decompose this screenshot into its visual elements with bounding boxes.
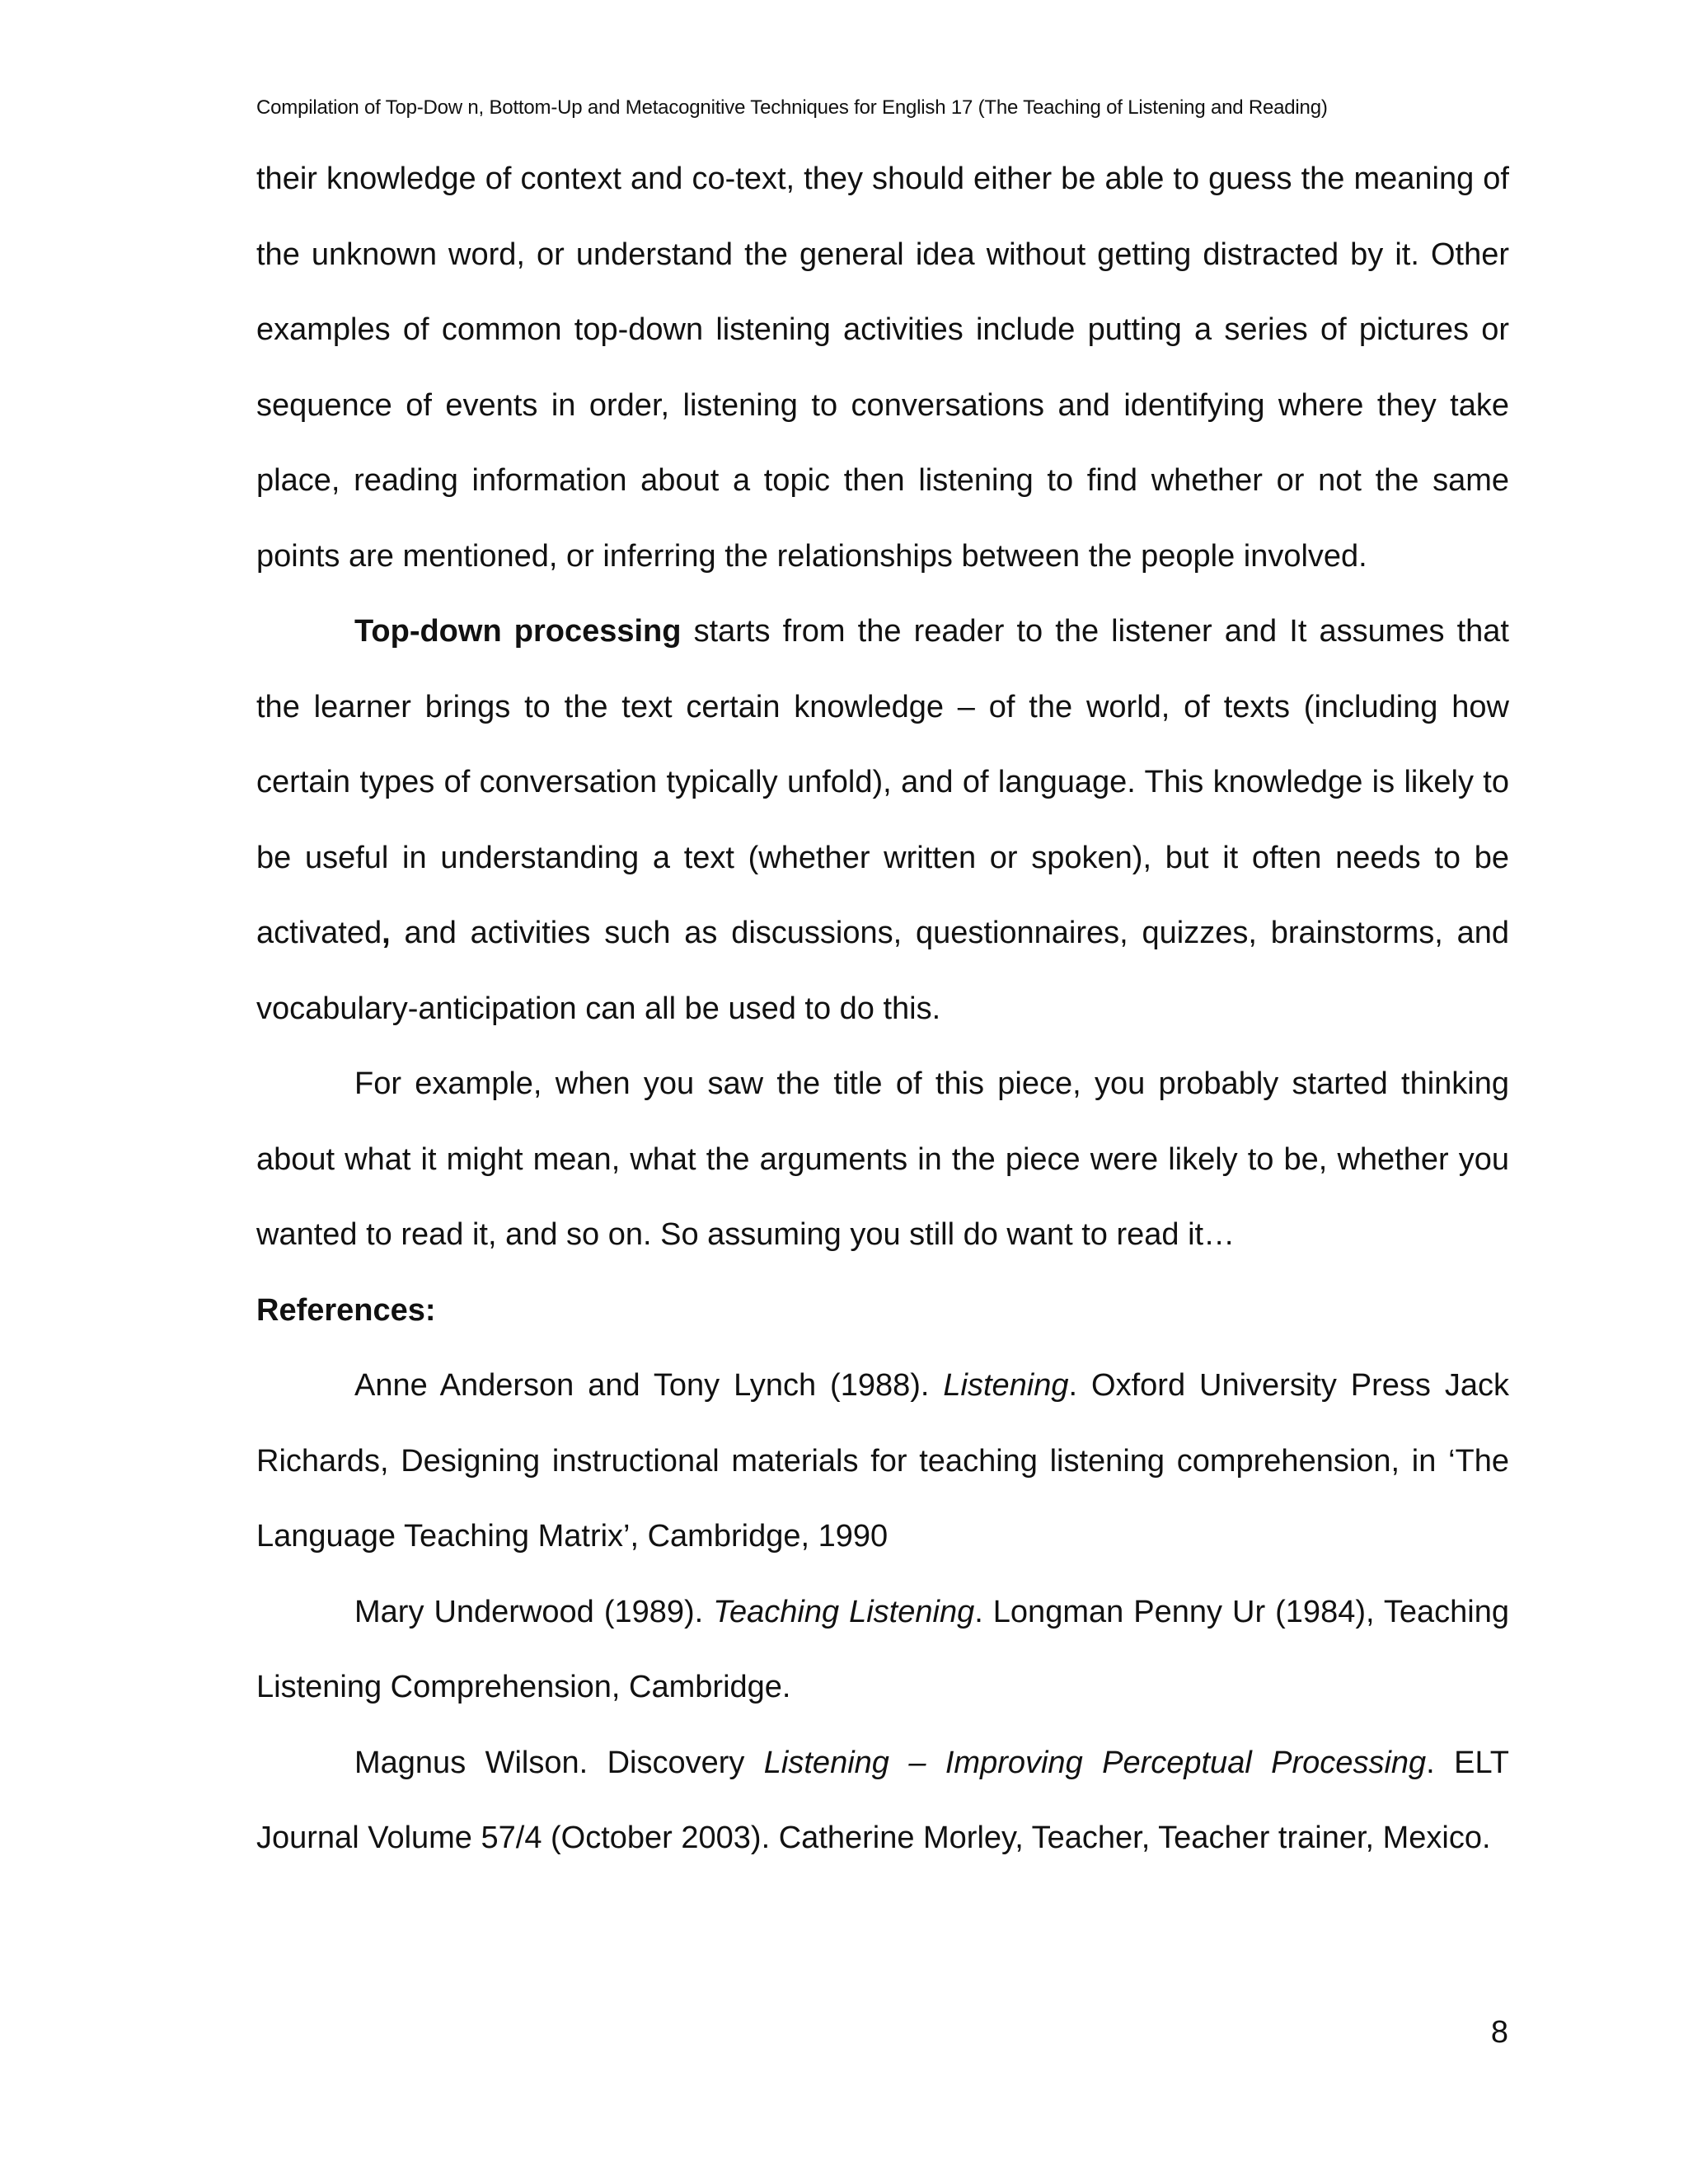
paragraph-top-down-processing — [256, 594, 1509, 1047]
page-number: 8 — [1490, 2015, 1508, 2050]
reference-text: Mary Underwood (1989). — [354, 1594, 714, 1629]
reference-title: Listening — [943, 1368, 1069, 1403]
reference-text: . ELT Journal Volume 57/4 (October 2003). Catherine Morley, Teacher, Teacher trainer, Mexico. — [256, 1745, 1509, 1855]
paragraph-text: starts from the reader to the listener and It assumes that the learner brings to the text certain knowledge – of the world, of texts (including how certain types of conversation typically unfold), and of language. This knowledge is likely to be useful in understanding a text (whether written or spoken), but it often needs to be activated — [256, 614, 1509, 950]
paragraph-example — [256, 1047, 1509, 1273]
bold-comma: , — [382, 916, 391, 950]
reference-title: Listening – Improving Perceptual Processing — [763, 1745, 1427, 1780]
paragraph-text: and activities such as discussions, questionnaires, quizzes, brainstorms, and vocabulary-anticipation can all be used to do this. — [256, 916, 1509, 1026]
reference-text: . Longman Penny Ur (1984), Teaching Listening Comprehension, Cambridge. — [256, 1594, 1509, 1704]
reference-text: Anne Anderson and Tony Lynch (1988). — [354, 1368, 944, 1403]
reference-entry — [256, 1575, 1509, 1726]
reference-text: Magnus Wilson. Discovery — [354, 1745, 764, 1780]
paragraph-continuation — [256, 142, 1509, 594]
reference-entry — [256, 1348, 1509, 1575]
reference-text: . Oxford University Press Jack Richards, Designing instructional materials for teaching listening comprehension, in ‘The Language Teaching Matrix’, Cambridge, 1990 — [256, 1368, 1509, 1554]
reference-title: Teaching Listening — [713, 1594, 975, 1629]
bold-term: Top-down processing — [354, 614, 682, 649]
paragraph-text: For example, when you saw the title of this piece, you probably started thinking about what it might mean, what the arguments in the piece were likely to be, whether you wanted to read it, and so on. So assuming you still do want to read it… — [256, 1066, 1509, 1252]
body-text — [256, 142, 1509, 1877]
references-heading: References: — [256, 1292, 436, 1328]
running-header: Compilation of Top-Dow n, Bottom-Up and Metacognitive Techniques for English 17 (The Teaching of Listening and Reading) — [256, 96, 1328, 119]
paragraph-text: their knowledge of context and co-text, they should either be able to guess the meaning of the unknown word, or understand the general idea without getting distracted by it. Other examples of common top-down listening activities include putting a series of pictures or sequence of events in order, listening to conversations and identifying where they take place, reading information about a topic then listening to find whether or not the same points are mentioned, or inferring the relationships between the people involved. — [256, 162, 1509, 574]
reference-entry — [256, 1726, 1509, 1877]
